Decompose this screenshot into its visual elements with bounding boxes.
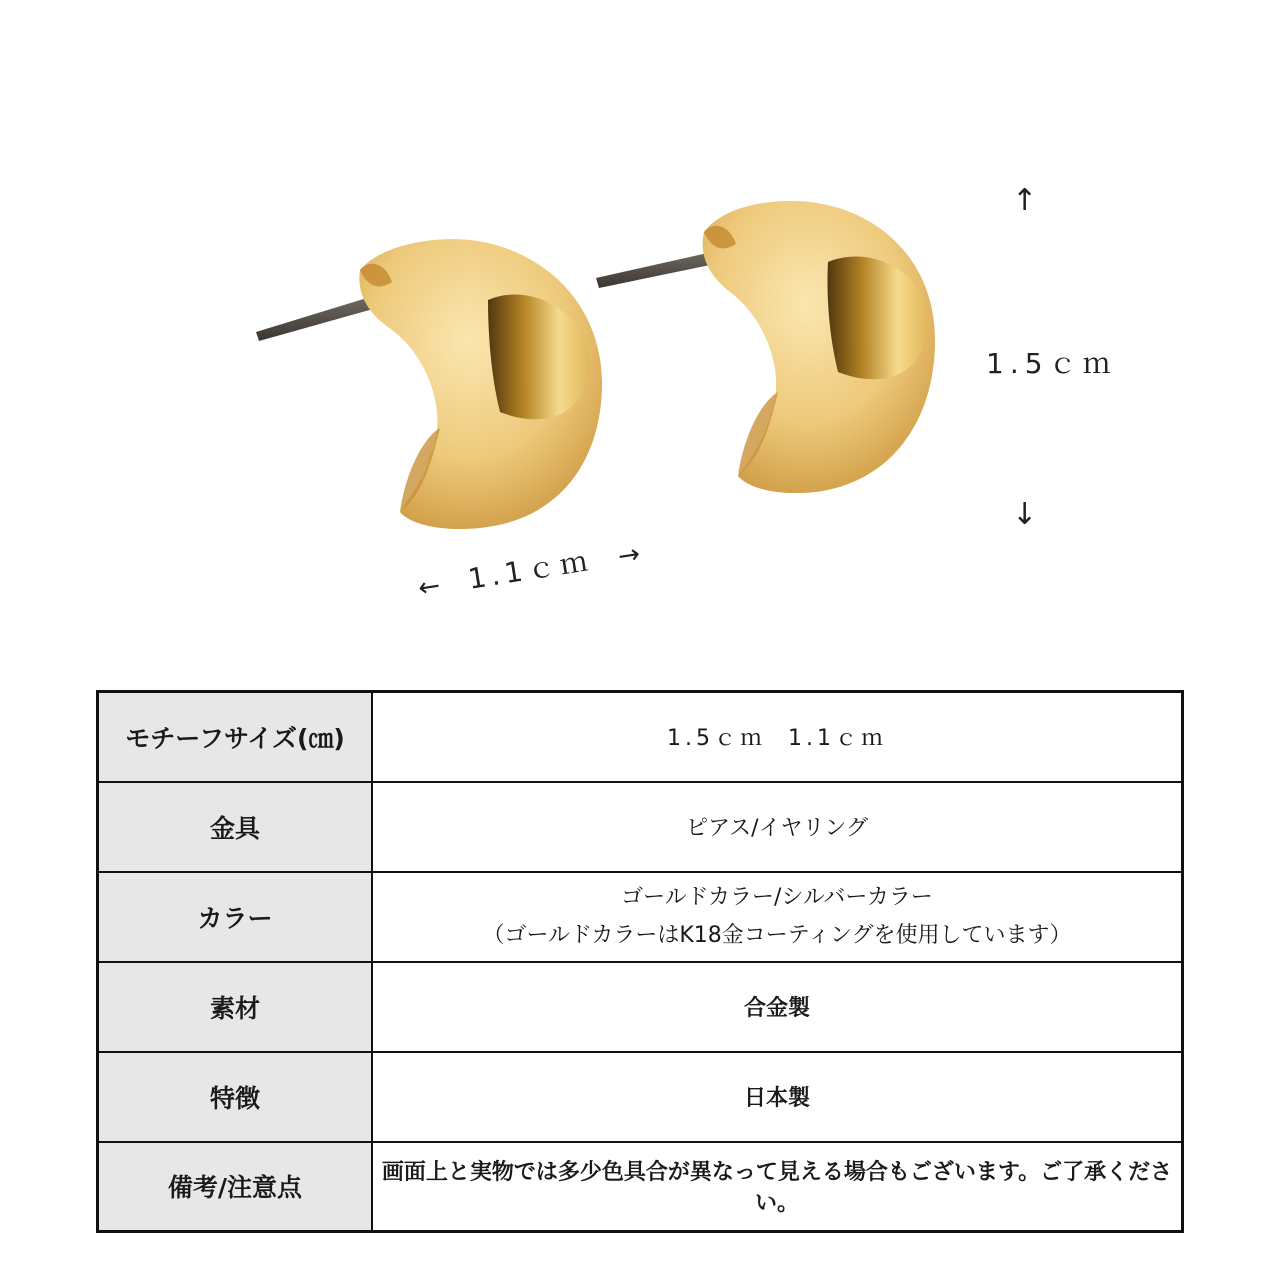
row-label-material: 素材 bbox=[98, 962, 373, 1052]
row-value-fitting: ピアス/イヤリング bbox=[372, 782, 1183, 872]
table-row bbox=[98, 1052, 1183, 1142]
height-arrow-down-icon: ↓ bbox=[1012, 497, 1038, 532]
row-value-feature: 日本製 bbox=[372, 1052, 1183, 1142]
table-row bbox=[98, 872, 1183, 962]
right-earring bbox=[596, 201, 935, 493]
table-row bbox=[98, 962, 1183, 1052]
row-label-feature: 特徴 bbox=[98, 1052, 373, 1142]
width-dimension-label: 1.1ｃｍ bbox=[465, 543, 595, 596]
row-value-notes: 画面上と実物では多少色具合が異なって見える場合もございます。ご了承ください。 bbox=[372, 1142, 1183, 1232]
row-label-notes: 備考/注意点 bbox=[98, 1142, 373, 1232]
spec-table bbox=[96, 690, 1184, 1233]
left-earring-post bbox=[256, 297, 373, 341]
row-label-fitting: 金具 bbox=[98, 782, 373, 872]
left-earring bbox=[256, 239, 602, 529]
table-row bbox=[98, 692, 1183, 782]
height-dimension-label: 1.5ｃｍ bbox=[986, 347, 1117, 380]
row-label-color: カラー bbox=[98, 872, 373, 962]
width-arrow-right-icon: → bbox=[615, 538, 648, 573]
row-value-color bbox=[372, 872, 1183, 962]
color-value-line1: ゴールドカラー/シルバーカラー bbox=[621, 884, 933, 910]
row-value-motif-size bbox=[372, 692, 1183, 782]
height-arrow-up-icon: ↑ bbox=[1012, 183, 1038, 218]
color-value-line2: （ゴールドカラーはK18金コーティングを使用しています） bbox=[482, 922, 1072, 948]
right-earring-post bbox=[596, 252, 715, 288]
table-row bbox=[98, 1142, 1183, 1232]
row-value-material: 合金製 bbox=[372, 962, 1183, 1052]
motif-size-height: 1.5ｃｍ bbox=[667, 726, 766, 752]
width-arrow-left-icon: ← bbox=[416, 569, 448, 604]
row-label-motif-size: モチーフサイズ(㎝) bbox=[98, 692, 373, 782]
motif-size-width: 1.1ｃｍ bbox=[788, 726, 887, 752]
table-row bbox=[98, 782, 1183, 872]
